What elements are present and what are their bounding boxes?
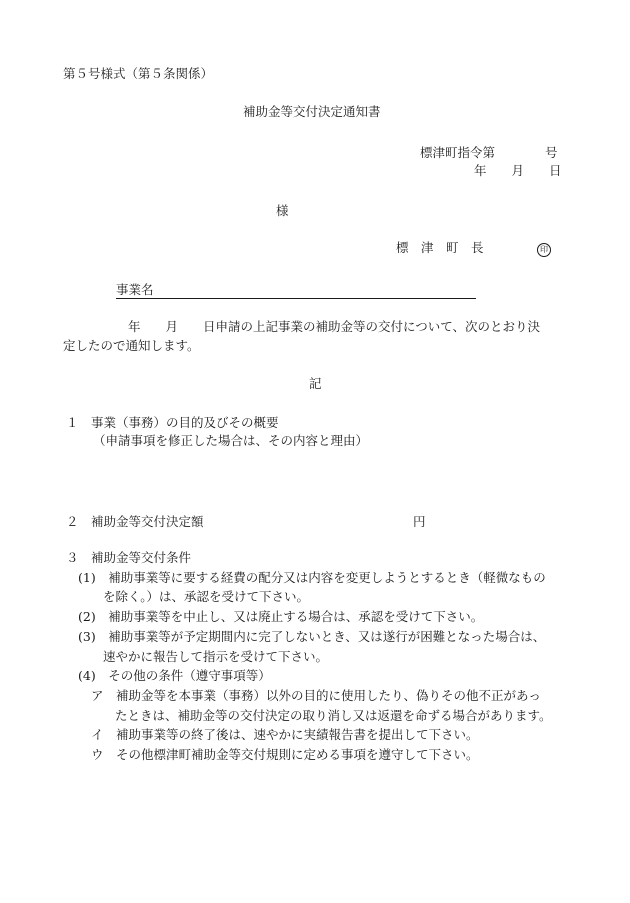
ki-heading: 記 xyxy=(309,376,322,391)
section-2-unit: 円 xyxy=(413,514,426,529)
section-1-note: （申請事項を修正した場合は、その内容と理由） xyxy=(93,433,369,448)
project-name-underline xyxy=(116,298,476,299)
condition-4-u: ウ その他標津町補助金等交付規則に定める事項を遵守して下さい。 xyxy=(91,747,479,762)
condition-4-a-line-2: たときは、補助金等の交付決定の取り消し又は返還を命ずる場合があります。 xyxy=(115,708,552,723)
addressee-honorific: 様 xyxy=(276,203,289,218)
project-name-label: 事業名 xyxy=(116,282,154,297)
condition-2: (2) 補助事業等を中止し、又は廃止する場合は、承認を受けて下さい。 xyxy=(78,609,484,624)
document-title: 補助金等交付決定通知書 xyxy=(243,104,381,119)
notice-line-1: 年 月 日申請の上記事業の補助金等の交付について、次のとおり決 xyxy=(128,319,541,334)
condition-4-a-line-1: ア 補助金等を本事業（事務）以外の目的に使用したり、偽りその他不正があっ xyxy=(91,688,541,703)
condition-3-line-1: (3) 補助事業等が予定期間内に完了しないとき、又は遂行が困難となった場合は、 xyxy=(78,629,546,644)
section-3-title: ３ 補助金等交付条件 xyxy=(66,550,192,565)
condition-4: (4) その他の条件（遵守事項等） xyxy=(78,668,271,683)
notice-line-2: 定したので通知します。 xyxy=(63,338,200,353)
condition-3-line-2: 速やかに報告して指示を受けて下さい。 xyxy=(103,649,329,664)
condition-4-i: イ 補助事業等の終了後は、速やかに実績報告書を提出して下さい。 xyxy=(91,727,479,742)
document-date: 年 月 日 xyxy=(474,163,562,178)
section-1-title: １ 事業（事務）の目的及びその概要 xyxy=(66,415,279,430)
condition-1-line-1: (1) 補助事業等に要する経費の配分又は内容を変更しようとするとき（軽微なもの xyxy=(78,570,546,585)
issuer-title: 標 津 町 長 xyxy=(396,240,484,255)
form-label: 第５号様式（第５条関係） xyxy=(63,66,214,81)
seal-mark: 印 xyxy=(537,240,551,257)
condition-1-line-2: を除く。）は、承認を受けて下さい。 xyxy=(103,589,310,604)
section-2-title: ２ 補助金等交付決定額 xyxy=(66,514,204,529)
document-number: 標津町指令第 号 xyxy=(420,145,558,160)
